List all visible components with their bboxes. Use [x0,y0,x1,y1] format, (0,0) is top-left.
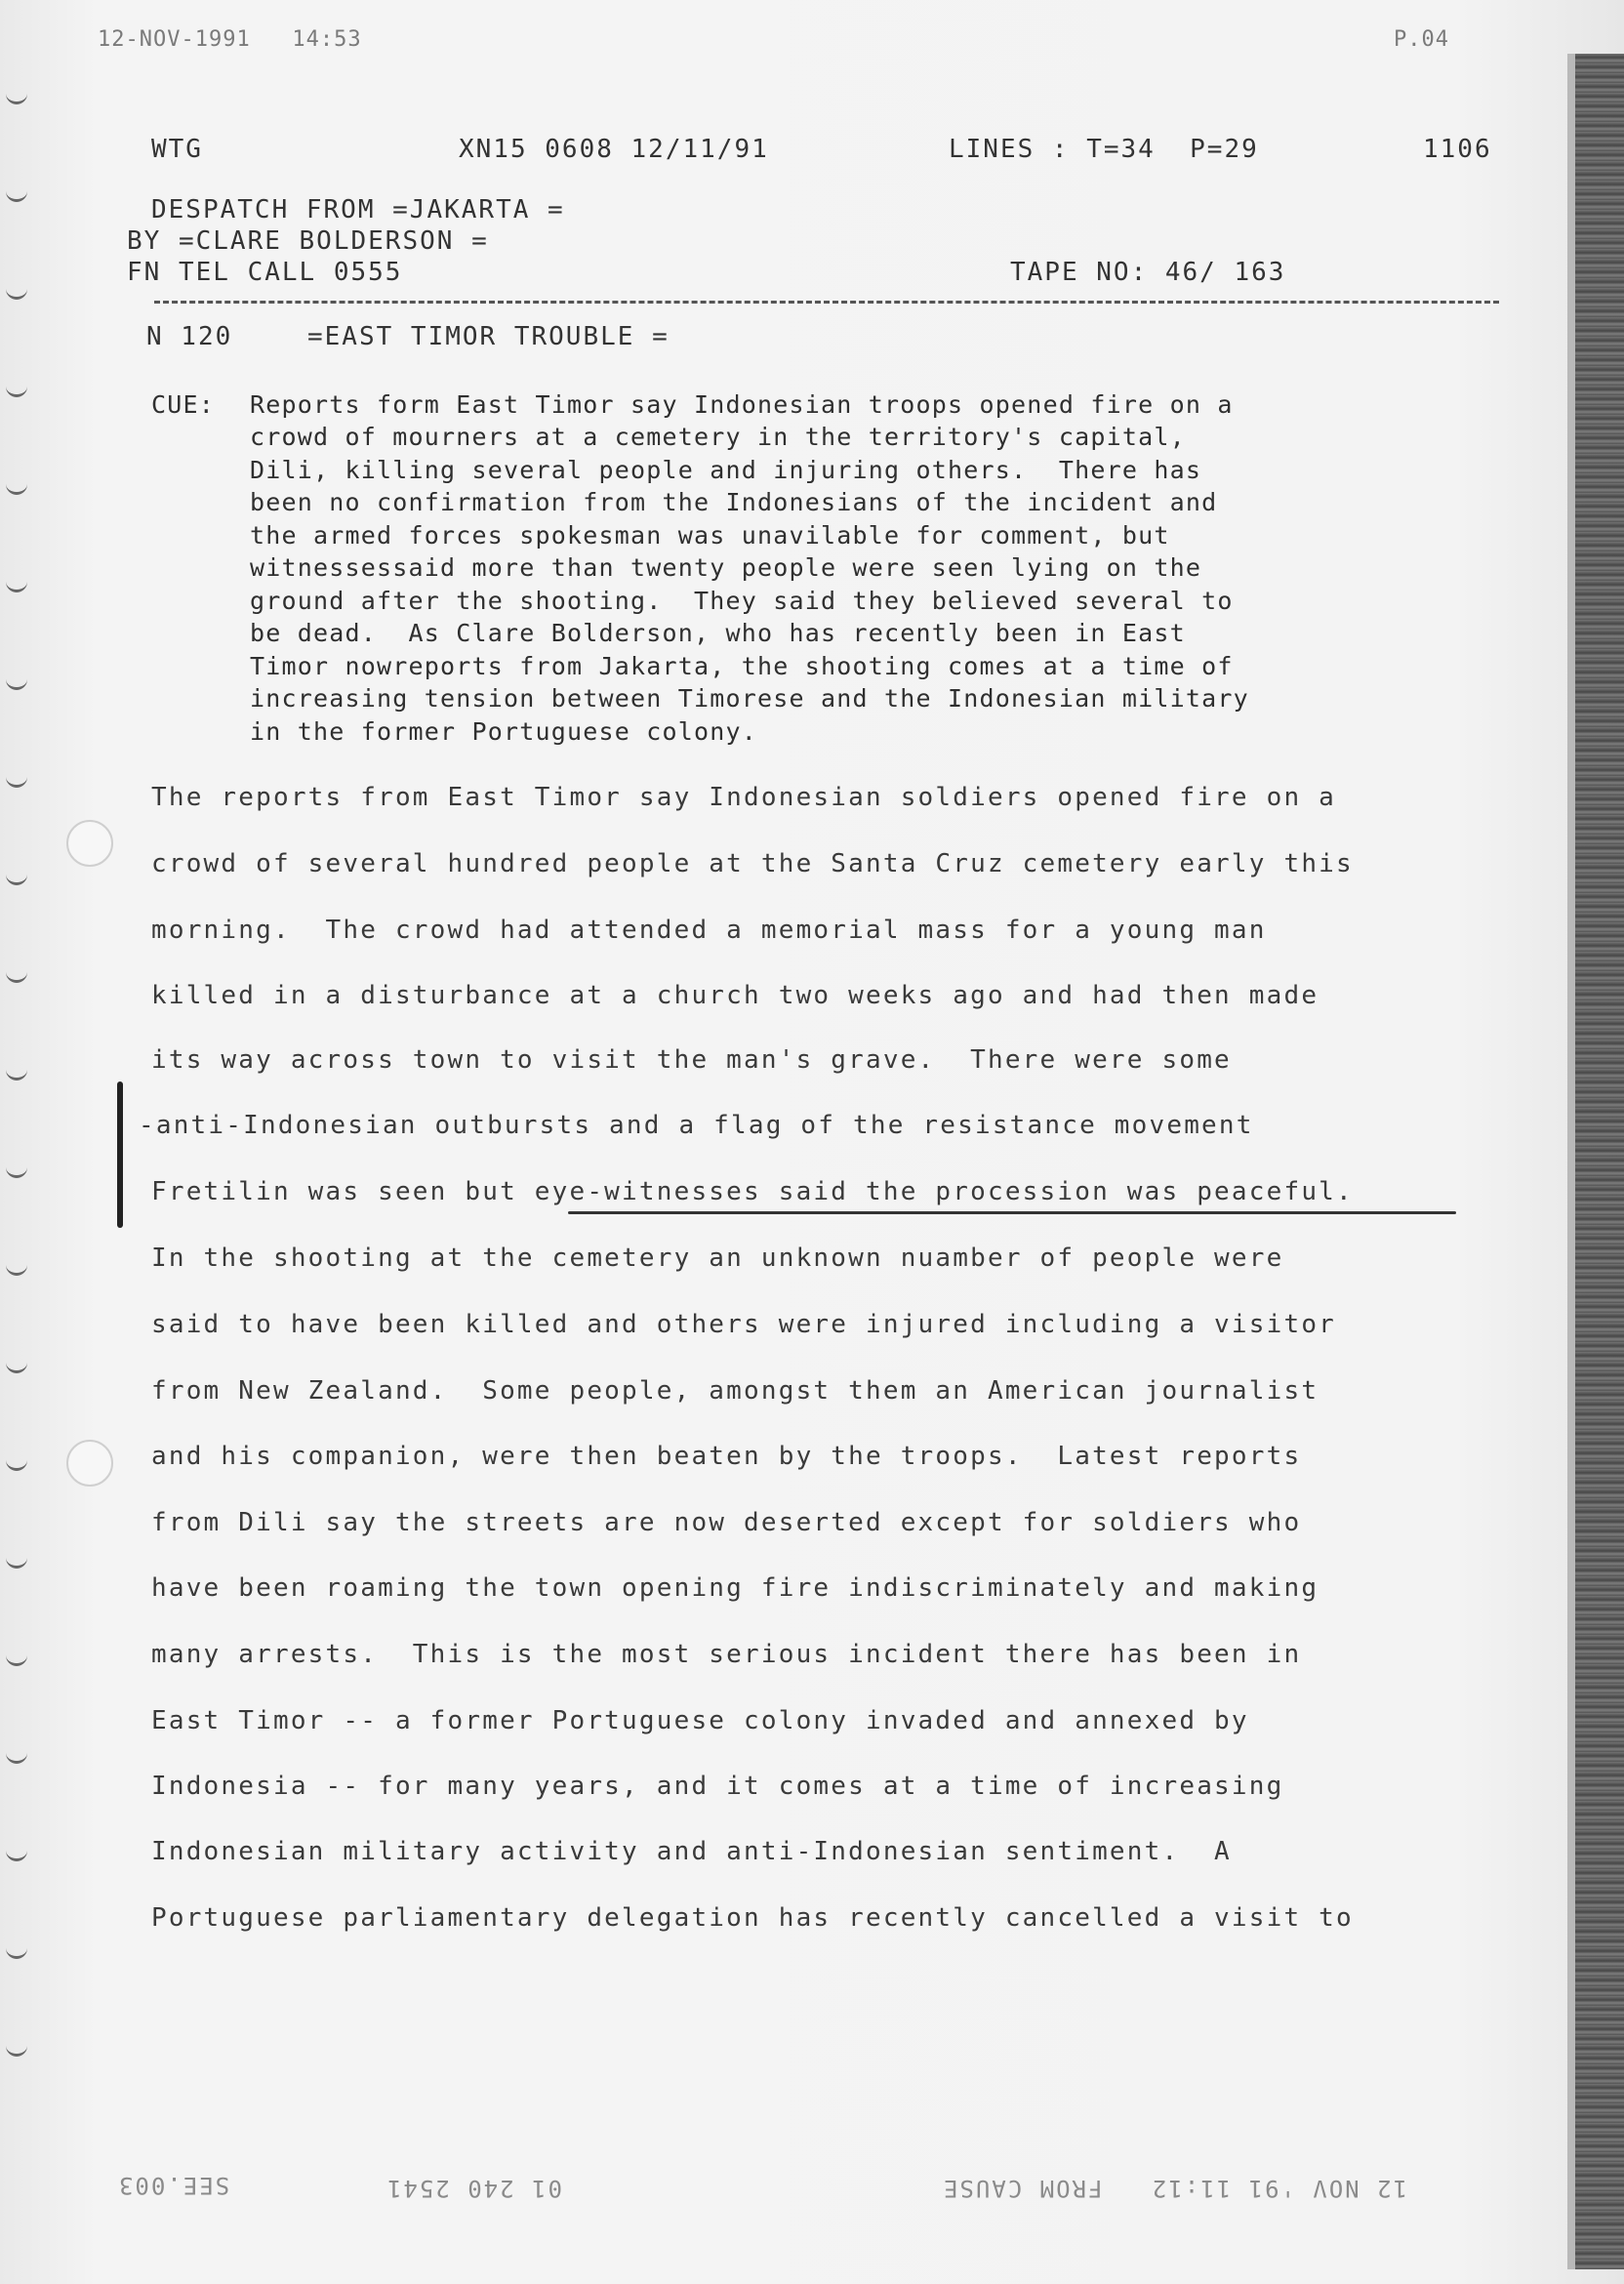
cue-line: increasing tension between Timorese and the Indonesian military [250,684,1249,713]
cue-line: Timor nowreports from Jakarta, the shooting comes at a time of [250,652,1234,680]
binding-mark [6,1552,27,1569]
punch-hole [66,820,113,867]
cue-line: crowd of mourners at a cemetery in the territory's capital, [250,423,1186,451]
body-line: crowd of several hundred people at the Santa Cruz cemetery early this [151,849,1354,878]
cue-line: Reports form East Timor say Indonesian troops opened fire on a [250,390,1234,419]
binding-mark [6,2040,27,2057]
binding-mark [6,381,27,397]
footer-transmission: 12 NOV '91 11:12 FROM CAUSE [942,2175,1408,2202]
fax-datetime: 12-NOV-1991 14:53 [98,27,362,52]
telex-number: 1106 [1423,135,1492,164]
binding-mark [6,966,27,983]
fax-page-number: P.04 [1394,27,1449,52]
binding-mark [6,1259,27,1276]
binding-mark [6,478,27,495]
story-number: N 120 [146,322,233,351]
body-line: In the shooting at the cemetery an unknown nuamber of people were [151,1244,1284,1273]
body-line: The reports from East Timor say Indonesian soldiers opened fire on a [151,783,1337,812]
footer-page-code: SEE.003 [117,2172,230,2199]
body-line: its way across town to visit the man's grave. There were some [151,1045,1232,1075]
body-line: said to have been killed and others were injured including a visitor [151,1310,1337,1339]
binding-mark [6,1650,27,1666]
handwritten-underline [568,1211,1456,1214]
cue-line: Dili, killing several people and injuring others. There has [250,456,1202,484]
despatch-line: DESPATCH FROM =JAKARTA = [151,195,565,224]
body-line: from Dili say the streets are now deserted except for soldiers who [151,1508,1302,1537]
binding-mark [6,1845,27,1861]
fn-line: FN TEL CALL 0555 [127,258,403,287]
binding-mark [6,283,27,300]
cue-label: CUE: [151,390,216,419]
footer-fax-number: 01 240 2541 [386,2175,562,2202]
binding-mark [6,1942,27,1959]
story-slug: =EAST TIMOR TROUBLE = [307,322,670,351]
cue-line: be dead. As Clare Bolderson, who has recently been in East [250,619,1186,647]
body-line: have been roaming the town opening fire indiscriminately and making [151,1573,1320,1603]
binding-mark [6,869,27,885]
telex-reference: XN15 0608 12/11/91 [459,135,769,164]
body-line: Fretilin was seen but eye-witnesses said the procession was peaceful. [151,1177,1354,1206]
body-line: many arrests. This is the most serious incident there has been in [151,1640,1302,1669]
page-edge [1575,54,1624,2269]
body-line: -anti-Indonesian outbursts and a flag of the resistance movement [139,1111,1254,1140]
telex-lines: LINES : T=34 P=29 [949,135,1259,164]
cue-line: witnessessaid more than twenty people were seen lying on the [250,553,1202,582]
binding-mark [6,1454,27,1471]
body-line: morning. The crowd had attended a memorial mass for a young man [151,916,1267,945]
body-line: Portuguese parliamentary delegation has recently cancelled a visit to [151,1903,1354,1933]
binding-mark [6,673,27,690]
cue-line: ground after the shooting. They said they believed several to [250,587,1234,615]
binding-mark [6,88,27,104]
body-line: from New Zealand. Some people, amongst them an American journalist [151,1376,1320,1406]
telex-code: WTG [151,135,203,164]
binding-mark [6,1747,27,1764]
binding-mark [6,1064,27,1081]
margin-mark [117,1081,123,1228]
punch-hole [66,1440,113,1487]
tape-number: TAPE NO: 46/ 163 [1010,258,1286,287]
binding-mark [6,1357,27,1373]
body-line: Indonesian military activity and anti-Indonesian sentiment. A [151,1837,1232,1866]
body-line: East Timor -- a former Portuguese colony invaded and annexed by [151,1706,1249,1735]
byline: BY =CLARE BOLDERSON = [127,226,489,256]
cue-line: in the former Portuguese colony. [250,717,758,746]
binding-mark [6,185,27,202]
body-line: killed in a disturbance at a church two weeks ago and had then made [151,981,1320,1010]
cue-line: the armed forces spokesman was unavilable for comment, but [250,521,1170,550]
body-line: and his companion, were then beaten by the troops. Latest reports [151,1442,1302,1471]
separator-line [154,301,1499,304]
cue-line: been no confirmation from the Indonesians of the incident and [250,488,1218,516]
body-line: Indonesia -- for many years, and it comes at a time of increasing [151,1772,1284,1801]
binding-mark [6,1162,27,1178]
page-edge-shadow [1567,54,1575,2269]
binding-mark [6,576,27,592]
binding-mark [6,771,27,788]
